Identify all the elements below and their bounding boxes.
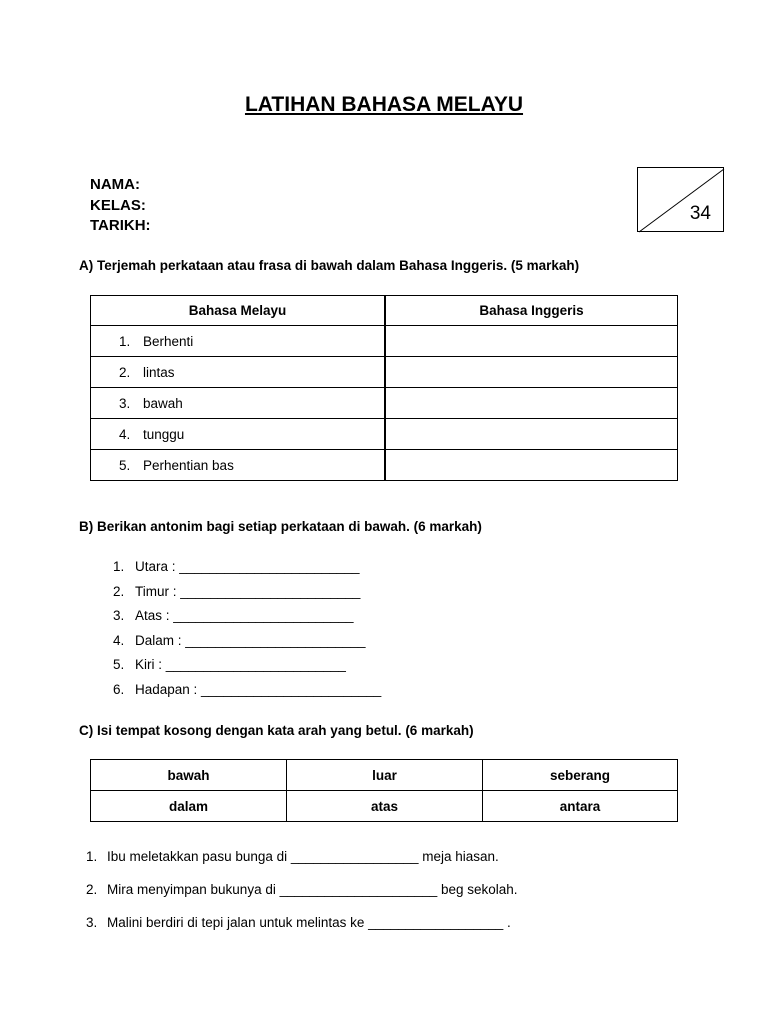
list-item: 1. Ibu meletakkan pasu bunga di _________________ meja hiasan.	[86, 849, 499, 864]
translation-table	[90, 295, 678, 481]
row-number: 3.	[119, 395, 131, 411]
antonym-list	[113, 555, 381, 702]
answer-cell[interactable]	[385, 419, 678, 450]
answer-cell[interactable]	[385, 450, 678, 481]
word-bank-cell: atas	[287, 791, 483, 822]
word-bank-cell: dalam	[91, 791, 287, 822]
table-row	[91, 388, 678, 419]
student-info	[90, 175, 151, 237]
word-bank-cell: seberang	[483, 760, 678, 791]
word-bank-table	[90, 759, 678, 822]
table-row	[91, 419, 678, 450]
word-bank-cell: luar	[287, 760, 483, 791]
table-row	[91, 357, 678, 388]
row-number: 5.	[119, 457, 131, 473]
row-word: bawah	[143, 395, 183, 411]
list-item: 1. Utara : ________________________	[113, 559, 360, 574]
row-number: 1.	[119, 333, 131, 349]
word-bank-cell: antara	[483, 791, 678, 822]
row-word: Berhenti	[143, 333, 194, 349]
section-c-heading: C) Isi tempat kosong dengan kata arah yang betul. (6 markah)	[79, 723, 474, 738]
table-header-row	[91, 296, 678, 326]
row-word: tunggu	[143, 426, 185, 442]
col-bahasa-inggeris: Bahasa Inggeris	[385, 296, 678, 326]
class-label: KELAS:	[90, 196, 146, 214]
table-row	[91, 791, 678, 822]
date-label: TARIKH:	[90, 217, 151, 234]
worksheet-title: LATIHAN BAHASA MELAYU	[244, 93, 524, 116]
section-a-heading: A) Terjemah perkataan atau frasa di bawah dalam Bahasa Inggeris. (5 markah)	[79, 258, 580, 273]
fill-in-list	[86, 840, 518, 939]
table-row	[91, 450, 678, 481]
answer-cell[interactable]	[385, 326, 678, 357]
list-item: 2. Mira menyimpan bukunya di _____________________ beg sekolah.	[86, 882, 518, 897]
score-box	[637, 167, 724, 232]
score-diagonal	[638, 168, 725, 233]
list-item: 3. Atas : ________________________	[113, 608, 354, 623]
row-word: Perhentian bas	[143, 457, 234, 473]
list-item: 6. Hadapan : ________________________	[113, 681, 382, 697]
answer-cell[interactable]	[385, 357, 678, 388]
row-word: lintas	[143, 364, 175, 380]
answer-cell[interactable]	[385, 388, 678, 419]
col-bahasa-melayu: Bahasa Melayu	[91, 296, 386, 326]
table-row	[91, 326, 678, 357]
list-item: 5. Kiri : ________________________	[113, 657, 346, 672]
list-item: 4. Dalam : ________________________	[113, 632, 366, 648]
row-number: 4.	[119, 426, 131, 442]
row-number: 2.	[119, 364, 131, 380]
total-score: 34	[689, 203, 711, 224]
word-bank-cell: bawah	[91, 760, 287, 791]
section-b-heading: B) Berikan antonim bagi setiap perkataan di bawah. (6 markah)	[79, 519, 482, 534]
table-row	[91, 760, 678, 791]
name-label: NAMA:	[90, 176, 140, 193]
list-item: 2. Timur : ________________________	[113, 583, 361, 599]
list-item: 3. Malini berdiri di tepi jalan untuk melintas ke __________________ .	[86, 915, 511, 930]
